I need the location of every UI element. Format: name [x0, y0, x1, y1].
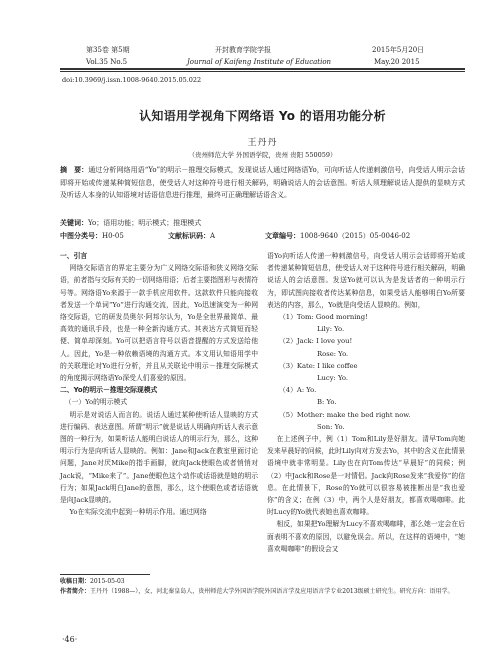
footnote-rule: [60, 574, 150, 575]
example-4-reply: B: Yo.: [317, 398, 337, 407]
author-name: 王丹丹: [247, 138, 278, 148]
left-column: [60, 246, 258, 518]
section-heading-intro: 一、引言: [60, 252, 88, 260]
author-bio-label: 作者简介：: [60, 588, 91, 595]
article-number: [265, 231, 410, 242]
page-number: ·46·: [62, 635, 78, 644]
footnote: [60, 577, 465, 597]
yo-ostension-paragraph: Yo在实际交流中起到一种明示作用。通过网络: [69, 508, 207, 517]
example-5-reply: Son: Yo.: [317, 422, 345, 431]
author-bio: [60, 587, 465, 597]
example-1-reply: Lily: Yo.: [317, 325, 345, 334]
subsection-heading-2-1: （一）Yo的明示模式: [64, 398, 128, 407]
journal-name-cn: 开封教育学院学报: [215, 46, 271, 54]
example-3-line: （3）Kate: I like coffee: [279, 361, 358, 370]
example-4-line: （4）A: Yo.: [279, 386, 317, 395]
clc-number: [60, 231, 124, 242]
journal-volume-cn: 第35卷 第5期: [86, 46, 130, 54]
keywords: [60, 218, 465, 229]
journal-volume-en: Vol.35 No.5: [86, 58, 128, 66]
doc-label: 文献标识码：: [168, 232, 210, 240]
analysis-paragraph: 在上述例子中，例（1）Tom和Lily是好朋友。清早Tom向她发来早晨好的问候，此时Lily向对方发去Yo，其中的含义在此情景语境中就非常明显。Lily也在向Tom传达“早晨好”的同候；例（2）中Jack和Rose是一对情侣。Jack向Rose发来“我爱你”的信息。在此情景下，Rose的Yo就可以很容易被推断出是“我也爱你”的含义；在例（3）中，两个人是好朋友，都喜欢喝咖啡。此时Lucy的Yo就代表她也喜欢咖啡。: [267, 435, 465, 517]
ostension-paragraph: 明示是对说话人而言的。说话人通过某种使听话人显映的方式进行编码、表达意图。所谓“明示”就是说话人明确向听话人表示意图的一种行为，如果听话人能明白说话人的明示行为，那么，这种明示行为是向听话人显映的。例如：Jane和Jack在教室里面讨论问题，Jane对厌Mike的指手画脚，就向Jack使眼色或者悄悄对Jack说，“Mike来了”。Jane使眼色这个动作或话语就是她的明示行为；如果Jack明白Jane的意图，那么，这个使眼色或者话语就是向Jack显映的。: [60, 410, 258, 505]
art-value: 1008-9640（2015）05-0046-02: [300, 232, 411, 240]
doc-code: [168, 231, 215, 242]
keywords-text: Yo；语用功能；明示模式；推理模式: [88, 219, 202, 227]
clc-value: H0-05: [102, 232, 124, 240]
author-bio-text: 王丹丹（1988—），女，河北秦皇岛人，贵州师范大学外国语学院外国语言学及应用语言学专业2013级硕士研究生。研究方向：语用学。: [90, 588, 454, 595]
example-5-line: （5）Mother: make the bed right now.: [279, 410, 411, 419]
continued-paragraph: 语Yo向听话人传递一种刺激信号，向受话人明示会话即将开始或者传递某种简短信息，使受话人对于这种符号进行相关解码，明确说话人的会话意图。发送Yo就可以认为是发话者的一种明示行为，即试图向接收者传达某种信息，如果受话人能够明白Yo所要表达的内容，那么，Yo就是向受话人显映的。例如，: [267, 252, 465, 309]
intro-paragraph: 网络交际语言的界定主要分为广义网络交际语和狭义网络交际语，前者指与交际有关的一切网络用语；后者主要指图形与表情符号等。网络语Yo来源于一款手机应用软件。这款软件只能向接收者发送一个单词“Yo”进行沟通交流，因此，Yo迅速演变为一种网络交际语，它的研发员奥尔·阿邦尔认为，Yo是全世界最简单、最高效的通讯手段，也是一种全新沟通方式。其表达方式简短而轻便、简单却深刻。Yo可以把语言符号以语音提醒的方式发送给他人。因此，Yo是一种依赖语境的沟通方式。本文用认知语用学中的关联理论对Yo进行分析，并且从关联论中明示－推理交际模式的角度揭示网络语Yo深受人们喜爱的原因。: [60, 264, 258, 383]
issue-date-cn: 2015年5月20日: [372, 46, 425, 54]
header-rule-bottom: [60, 71, 465, 72]
issue-date-en: May.20 2015: [374, 58, 420, 66]
received-date: [60, 577, 465, 587]
art-label: 文章编号：: [265, 232, 300, 240]
doc-value: A: [210, 232, 216, 240]
keywords-label: 关键词：: [60, 219, 88, 227]
article-title: 认知语用学视角下网络语 Yo 的语用功能分析: [139, 109, 386, 123]
section-heading-2: 二、Yo的明示－推理交际现模式: [60, 386, 158, 395]
author-affiliation: （贵州师范大学 外国语学院，贵州 贵阳 550059）: [188, 151, 337, 159]
clc-label: 中图分类号：: [60, 232, 102, 240]
received-label: 收稿日期：: [60, 578, 91, 585]
contrast-paragraph: 相反，如果把Yo理解为Lucy不喜欢喝咖啡，那么她一定会在后面表明不喜欢的原因，以避免误会。所以，在这样的语境中，“她喜欢喝咖啡”的假设会又: [267, 520, 465, 553]
right-column: [267, 246, 465, 555]
doi: doi:10.3969/j.issn.1008-9640.2015.05.022: [62, 76, 202, 84]
received-value: 2015-05-03: [90, 578, 125, 585]
journal-name-en: Journal of Kaifeng Institute of Education: [187, 58, 332, 66]
example-3-reply: Lucy: Yo.: [317, 374, 349, 383]
header-rule-top: [60, 68, 465, 70]
abstract-label: 摘 要：: [60, 166, 89, 174]
abstract-text: 通过分析网络用语“Yo”的明示－推理交际模式，发现说话人通过网络语Yo，可向听话人传递刺激信号，向受话人明示会话即将开始或传递某种简短信息，使受话人对这种符号进行相关解码，明确说话人的会话意图。听话人须理解说话人提供的显映方式及听话人本身的认知语境对话语信息进行推理，最终可正确理解话语含义。: [60, 166, 465, 199]
example-2-line: （2）Jack: I love you!: [279, 337, 353, 346]
abstract: [60, 164, 465, 202]
example-1-line: （1）Tom: Good morning!: [279, 313, 368, 322]
example-2-reply: Rose: Yo.: [317, 349, 349, 358]
